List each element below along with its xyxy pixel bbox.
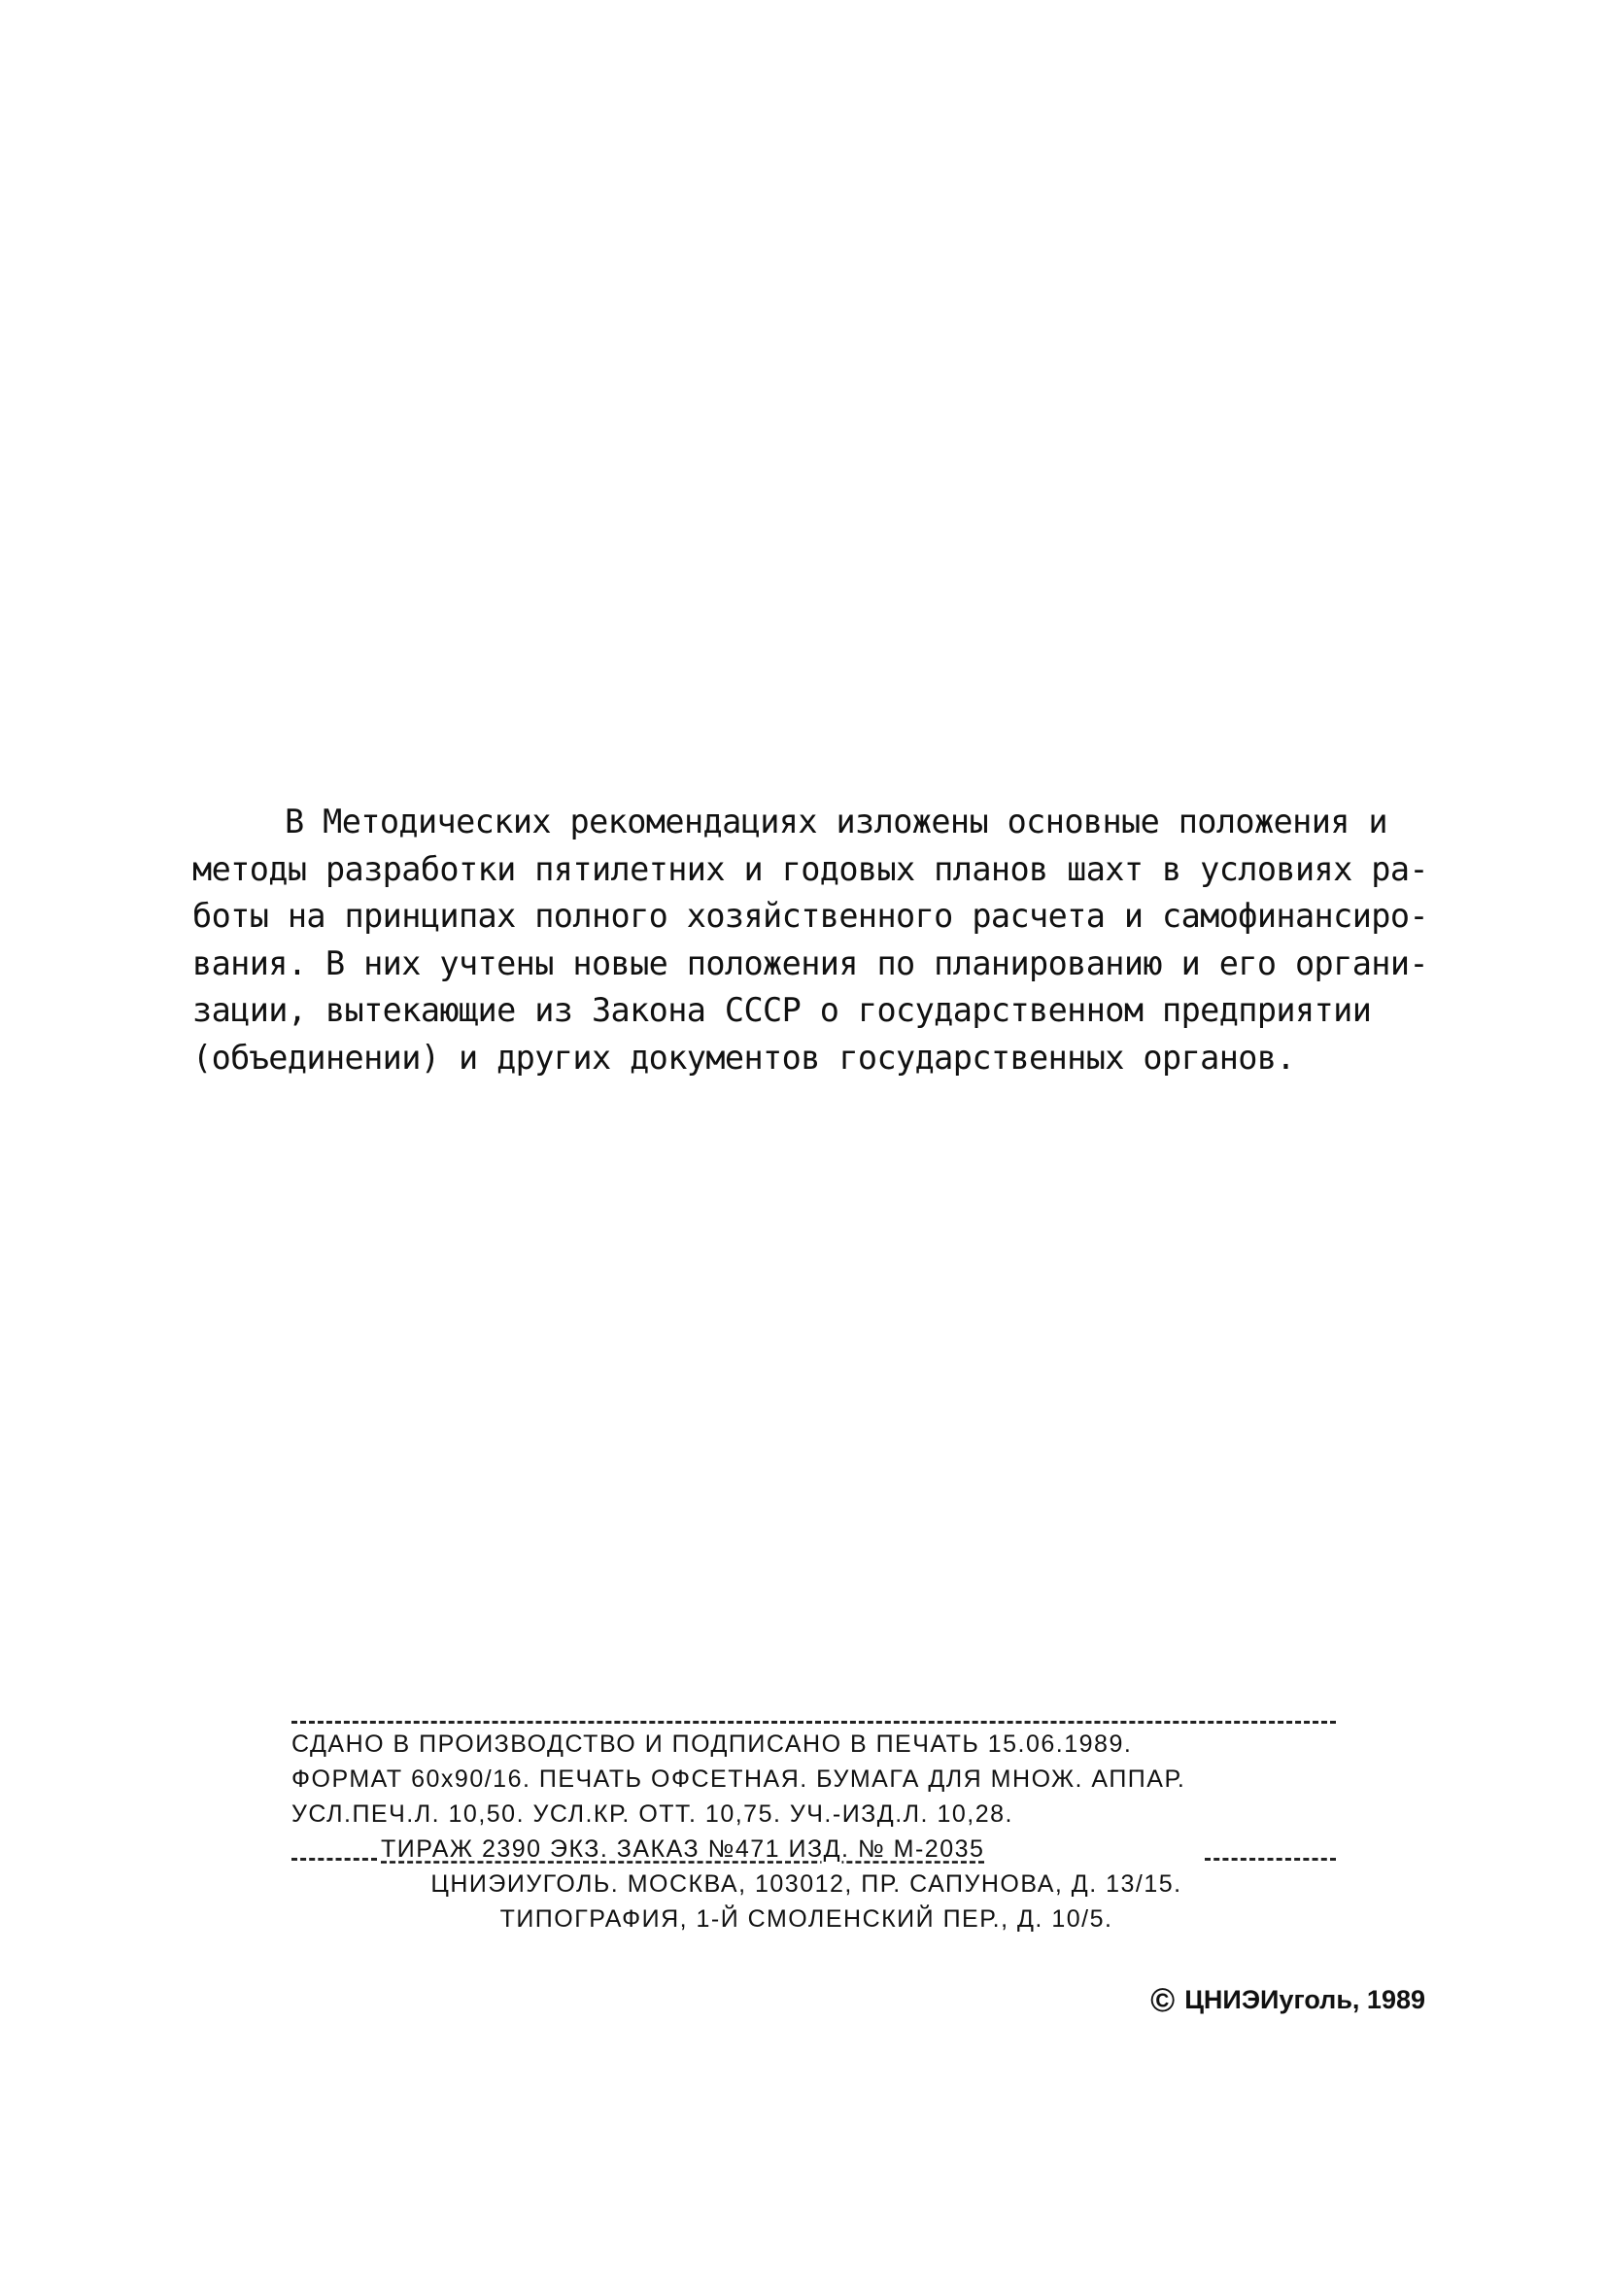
abstract-line: вания. В них учтены новые положения по планированию и его органи- <box>192 943 1428 982</box>
imprint-printing-house: ТИПОГРАФИЯ, 1-Й СМОЛЕНСКИЙ ПЕР., Д. 10/5. <box>499 1905 1113 1933</box>
imprint-sheets: УСЛ.ПЕЧ.Л. 10,50. УСЛ.КР. ОТТ. 10,75. УЧ.-ИЗД.Л. 10,28. <box>291 1800 1013 1828</box>
dashed-rule <box>1205 1858 1336 1861</box>
imprint-print-run <box>291 1832 1341 1867</box>
abstract-line: зации, вытекающие из Закона СССР о государственном предприятии <box>192 991 1372 1029</box>
abstract-line: методы разработки пятилетних и годовых планов шахт в условиях ра- <box>192 849 1428 888</box>
abstract-paragraph <box>192 799 1426 1081</box>
copyright-notice <box>1150 1982 1425 2020</box>
imprint-publisher: ЦНИЭИУГОЛЬ. МОСКВА, 103012, ПР. САПУНОВА, Д. 13/15. <box>430 1870 1182 1898</box>
copyright-text: ЦНИЭИуголь, 1989 <box>1184 1985 1425 2014</box>
imprint-print-date: СДАНО В ПРОИЗВОДСТВО И ПОДПИСАНО В ПЕЧАТЬ 15.06.1989. <box>291 1731 1133 1758</box>
imprint-block <box>291 1721 1341 1936</box>
abstract-line: боты на принципах полного хозяйственного расчета и самофинансиро- <box>192 897 1428 935</box>
dashed-rule <box>291 1858 377 1861</box>
dashed-rule <box>291 1721 1336 1724</box>
imprint-print-run-text: ТИРАЖ 2390 ЭКЗ. ЗАКАЗ №471 ИЗД. № М-2035 <box>381 1835 985 1863</box>
abstract-line: В Методических рекомендациях изложены основные положения и <box>285 803 1387 840</box>
abstract-line: (объединении) и других документов государственных органов. <box>192 1038 1295 1077</box>
imprint-format: ФОРМАТ 60х90/16. ПЕЧАТЬ ОФСЕТНАЯ. БУМАГА ДЛЯ МНОЖ. АППАР. <box>291 1765 1186 1793</box>
copyright-icon: © <box>1150 1982 1176 2019</box>
